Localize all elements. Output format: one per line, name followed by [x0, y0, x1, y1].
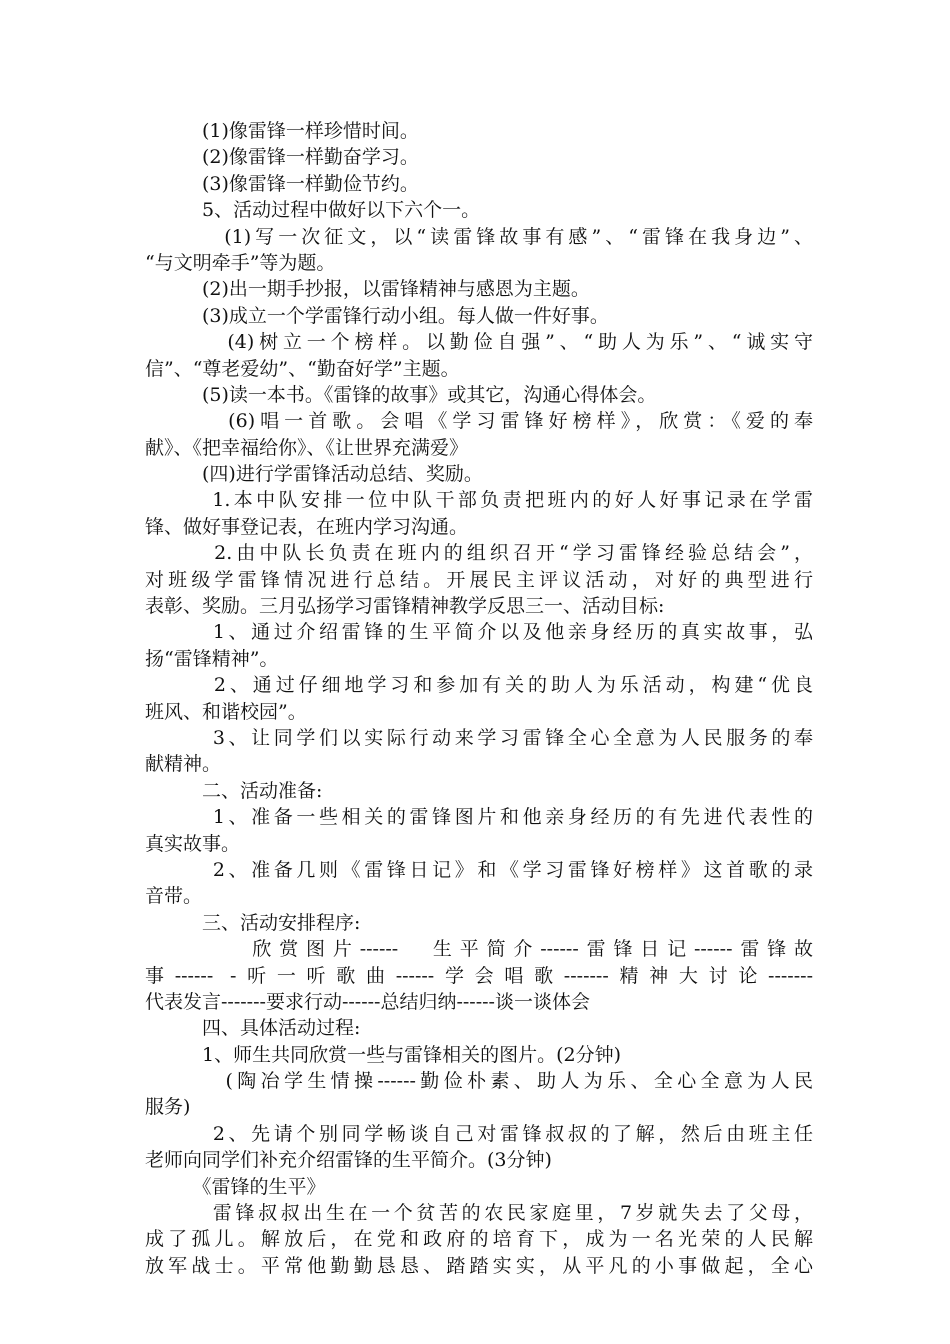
text-line: “与文明牵手”等为题。	[145, 251, 336, 274]
text-line: 欣赏图片------ 生平简介------雷锋日记------雷锋故	[145, 938, 813, 961]
text-line: 2、通过仔细地学习和参加有关的助人为乐活动，构建“优良	[145, 674, 813, 697]
text-line: 放军战士。平常他勤勤恳恳、踏踏实实，从平凡的小事做起，全心	[145, 1254, 813, 1277]
text-line: 1、通过介绍雷锋的生平简介以及他亲身经历的真实故事，弘	[145, 621, 813, 644]
text-line: 音带。	[145, 885, 203, 908]
text-line: (6)唱一首歌。会唱《学习雷锋好榜样》，欣赏：《爱的奉	[145, 410, 813, 433]
text-line: 表彰、奖励。三月弘扬学习雷锋精神教学反思三一、活动目标:	[145, 595, 665, 618]
text-line: 事------ -听一听歌曲------学会唱歌-------精神大讨论-------	[145, 964, 813, 987]
text-line: 信”、“尊老爱幼”、“勤奋好学”主题。	[145, 357, 460, 380]
text-line: 成了孤儿。解放后，在党和政府的培育下，成为一名光荣的人民解	[145, 1228, 813, 1251]
text-line: 班风、和谐校园”。	[145, 700, 307, 723]
text-line: 2、先请个别同学畅谈自己对雷锋叔叔的了解，然后由班主任	[145, 1122, 813, 1145]
text-line: 对班级学雷锋情况进行总结。开展民主评议活动，对好的典型进行	[145, 568, 813, 591]
text-line: 二、活动准备:	[145, 779, 323, 802]
text-line: 1、师生共同欣赏一些与雷锋相关的图片。(2分钟)	[145, 1043, 622, 1066]
text-line: 代表发言-------要求行动------总结归纳------谈一谈体会	[145, 990, 590, 1013]
text-line: 5、活动过程中做好以下六个一。	[145, 199, 481, 222]
text-line: (1)写一次征文，以“读雷锋故事有感”、“雷锋在我身边”、	[145, 225, 813, 248]
text-line: 献》、《把幸福给你》、《让世界充满爱》	[145, 436, 469, 459]
text-line: 1.本中队安排一位中队干部负责把班内的好人好事记录在学雷	[145, 489, 813, 512]
text-line: (1)像雷锋一样珍惜时间。	[145, 120, 419, 142]
text-line: 2、准备几则《雷锋日记》和《学习雷锋好榜样》这首歌的录	[145, 858, 813, 881]
text-line: (5)读一本书。《雷锋的故事》或其它，沟通心得体会。	[145, 383, 657, 406]
text-line: (3)成立一个学雷锋行动小组。每人做一件好事。	[145, 304, 609, 327]
text-line: (2)出一期手抄报，以雷锋精神与感恩为主题。	[145, 278, 590, 301]
text-line: 雷锋叔叔出生在一个贫苦的农民家庭里，7岁就失去了父母，	[145, 1202, 813, 1225]
text-line: (3)像雷锋一样勤俭节约。	[145, 172, 419, 195]
text-line: 2.由中队长负责在班内的组织召开“学习雷锋经验总结会”，	[145, 542, 813, 565]
text-line: 扬“雷锋精神”。	[145, 647, 279, 670]
text-line: 献精神。	[145, 753, 222, 776]
text-line: 3、让同学们以实际行动来学习雷锋全心全意为人民服务的奉	[145, 726, 813, 749]
text-line: 三、活动安排程序:	[145, 911, 361, 934]
text-line: 老师向同学们补充介绍雷锋的生平简介。(3分钟)	[145, 1149, 552, 1172]
text-line: (四)进行学雷锋活动总结、奖励。	[145, 463, 483, 486]
text-line: 四、具体活动过程:	[145, 1017, 361, 1040]
text-line: 锋、做好事登记表，在班内学习沟通。	[145, 515, 469, 538]
text-line: (2)像雷锋一样勤奋学习。	[145, 146, 419, 169]
text-line: 1、准备一些相关的雷锋图片和他亲身经历的有先进代表性的	[145, 806, 813, 829]
text-line: (陶冶学生情操------勤俭朴素、助人为乐、全心全意为人民	[145, 1070, 813, 1093]
text-line: (4)树立一个榜样。以勤俭自强”、“助人为乐”、“诚实守	[145, 331, 813, 354]
text-line: 真实故事。	[145, 832, 241, 855]
document-body	[145, 118, 813, 1279]
text-line: 《雷锋的生平》	[145, 1175, 326, 1198]
text-line: 服务)	[145, 1096, 191, 1119]
